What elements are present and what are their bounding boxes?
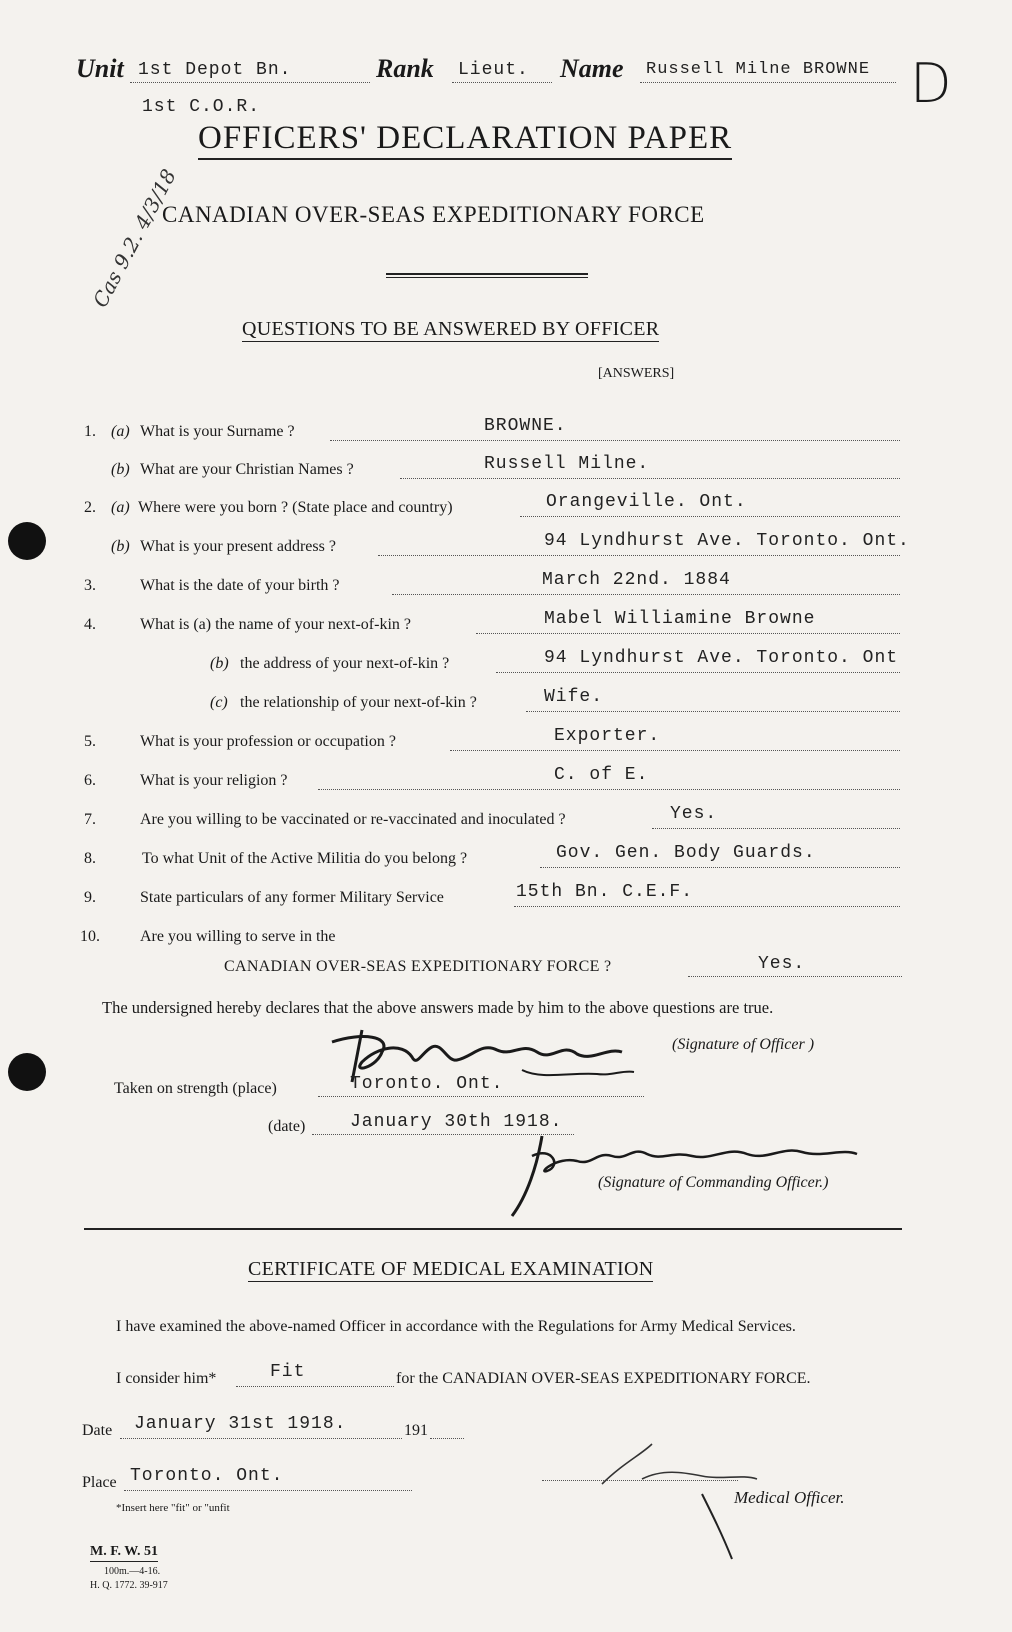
question-answer: Russell Milne.	[484, 454, 650, 474]
unit-value: 1st Depot Bn.	[138, 60, 292, 80]
answer-dotted-line	[330, 440, 900, 441]
question-number: 7.	[84, 811, 96, 828]
question-text: What is the date of your birth ?	[140, 577, 340, 594]
answer-dotted-line	[514, 906, 900, 907]
question-number: 9.	[84, 889, 96, 906]
title-divider	[386, 273, 588, 275]
consider-suffix: for the CANADIAN OVER-SEAS EXPEDITIONARY FORCE.	[396, 1370, 811, 1387]
question-number: 2.	[84, 499, 96, 516]
place-value: Toronto. Ont.	[130, 1466, 284, 1486]
question-answer: 15th Bn. C.E.F.	[516, 882, 694, 902]
answer-dotted-line	[526, 711, 900, 712]
section-divider	[84, 1228, 902, 1230]
question-text: What is your profession or occupation ?	[140, 733, 396, 750]
answer-dotted-line	[400, 478, 900, 479]
answers-header: [ANSWERS]	[598, 366, 675, 381]
question-number: 4.	[84, 616, 96, 633]
punch-hole-top	[8, 522, 46, 560]
question-text: To what Unit of the Active Militia do you belong ?	[142, 850, 468, 867]
answer-dotted-line	[392, 594, 900, 595]
strength-place-value: Toronto. Ont.	[350, 1074, 504, 1094]
question-number: 1.	[84, 423, 96, 440]
date-value: January 31st 1918.	[134, 1414, 347, 1434]
margin-note	[88, 165, 181, 311]
unit-value-line2: 1st C.O.R.	[142, 97, 261, 117]
question-text: Are you willing to serve in the	[140, 928, 336, 945]
question-sub: (c)	[210, 694, 228, 711]
page-title: OFFICERS' DECLARATION PAPER	[198, 120, 732, 160]
answer-dotted-line	[318, 789, 900, 790]
question-text: the relationship of your next-of-kin ?	[240, 694, 477, 711]
question-text: What is your Surname ?	[140, 423, 295, 440]
question-answer: 94 Lyndhurst Ave. Toronto. Ont.	[544, 531, 910, 551]
question-number: 10.	[80, 928, 100, 945]
declaration-text: The undersigned hereby declares that the above answers made by him to the above questions are true.	[102, 998, 774, 1017]
date-label: Date	[82, 1422, 113, 1439]
question-answer: C. of E.	[554, 765, 649, 785]
q10-answer: Yes.	[758, 954, 806, 974]
corner-mark: D	[910, 52, 952, 115]
medical-officer-label: Medical Officer.	[734, 1488, 845, 1507]
question-text: Are you willing to be vaccinated or re-vaccinated and inoculated ?	[140, 811, 566, 828]
question-number: 6.	[84, 772, 96, 789]
answer-dotted-line	[652, 828, 900, 829]
name-value: Russell Milne BROWNE	[646, 60, 871, 79]
question-answer: Orangeville. Ont.	[546, 492, 747, 512]
strength-place-label: Taken on strength (place)	[114, 1080, 277, 1097]
question-text: What are your Christian Names ?	[140, 461, 354, 478]
q10-line2: CANADIAN OVER-SEAS EXPEDITIONARY FORCE ?	[224, 958, 612, 975]
officer-signature-label: (Signature of Officer )	[672, 1036, 815, 1053]
answer-dotted-line	[378, 555, 900, 556]
question-answer: Exporter.	[554, 726, 661, 746]
question-number: 5.	[84, 733, 96, 750]
question-answer: Mabel Williamine Browne	[544, 609, 816, 629]
question-sub: (b)	[210, 655, 229, 672]
answer-dotted-line	[476, 633, 900, 634]
answer-dotted-line	[450, 750, 900, 751]
margin-note-3: 4/3/18	[129, 165, 181, 234]
consider-prefix: I consider him*	[116, 1370, 217, 1387]
rank-label: Rank	[376, 54, 434, 83]
medical-text: I have examined the above-named Officer in accordance with the Regulations for Army Medical Services.	[116, 1318, 796, 1335]
rank-value: Lieut.	[458, 60, 529, 80]
question-text: What is (a) the name of your next-of-kin ?	[140, 616, 412, 633]
question-answer: March 22nd. 1884	[542, 570, 731, 590]
form-code: M. F. W. 51	[90, 1544, 158, 1562]
question-text: What is your religion ?	[140, 772, 288, 789]
question-sub: (b)	[111, 461, 130, 478]
question-text: Where were you born ? (State place and country)	[138, 499, 453, 516]
question-number: 8.	[84, 850, 96, 867]
margin-note-1: Cas	[88, 266, 127, 312]
form-print-1: 100m.—4-16.	[104, 1566, 161, 1577]
footnote: *Insert here "fit" or "unfit	[116, 1502, 230, 1514]
question-answer: Gov. Gen. Body Guards.	[556, 843, 816, 863]
page-subtitle: CANADIAN OVER-SEAS EXPEDITIONARY FORCE	[162, 202, 705, 227]
question-answer: 94 Lyndhurst Ave. Toronto. Ont	[544, 648, 899, 668]
question-number: 3.	[84, 577, 96, 594]
form-print-2: H. Q. 1772. 39-917	[90, 1580, 168, 1591]
question-answer: BROWNE.	[484, 416, 567, 436]
question-text: the address of your next-of-kin ?	[240, 655, 450, 672]
question-sub: (a)	[111, 423, 130, 440]
punch-hole-bottom	[8, 1053, 46, 1091]
consider-value: Fit	[270, 1362, 306, 1382]
strength-date-value: January 30th 1918.	[350, 1112, 563, 1132]
question-sub: (a)	[111, 499, 130, 516]
date-suffix: 191	[404, 1422, 428, 1439]
margin-note-2: 9.2.	[108, 227, 148, 273]
strength-date-label: (date)	[268, 1118, 306, 1135]
section-questions-title: QUESTIONS TO BE ANSWERED BY OFFICER	[242, 318, 660, 340]
answer-dotted-line	[496, 672, 900, 673]
answer-dotted-line	[540, 867, 900, 868]
section-medical-title: CERTIFICATE OF MEDICAL EXAMINATION	[248, 1258, 654, 1280]
unit-label: Unit	[76, 54, 124, 83]
question-text: What is your present address ?	[140, 538, 336, 555]
place-label: Place	[82, 1474, 117, 1491]
question-answer: Wife.	[544, 687, 604, 707]
name-label: Name	[560, 54, 624, 83]
question-answer: Yes.	[670, 804, 718, 824]
question-sub: (b)	[111, 538, 130, 555]
question-text: State particulars of any former Military Service	[140, 889, 444, 906]
title-divider-thin	[386, 277, 588, 278]
co-signature-label: (Signature of Commanding Officer.)	[598, 1174, 829, 1191]
answer-dotted-line	[520, 516, 900, 517]
